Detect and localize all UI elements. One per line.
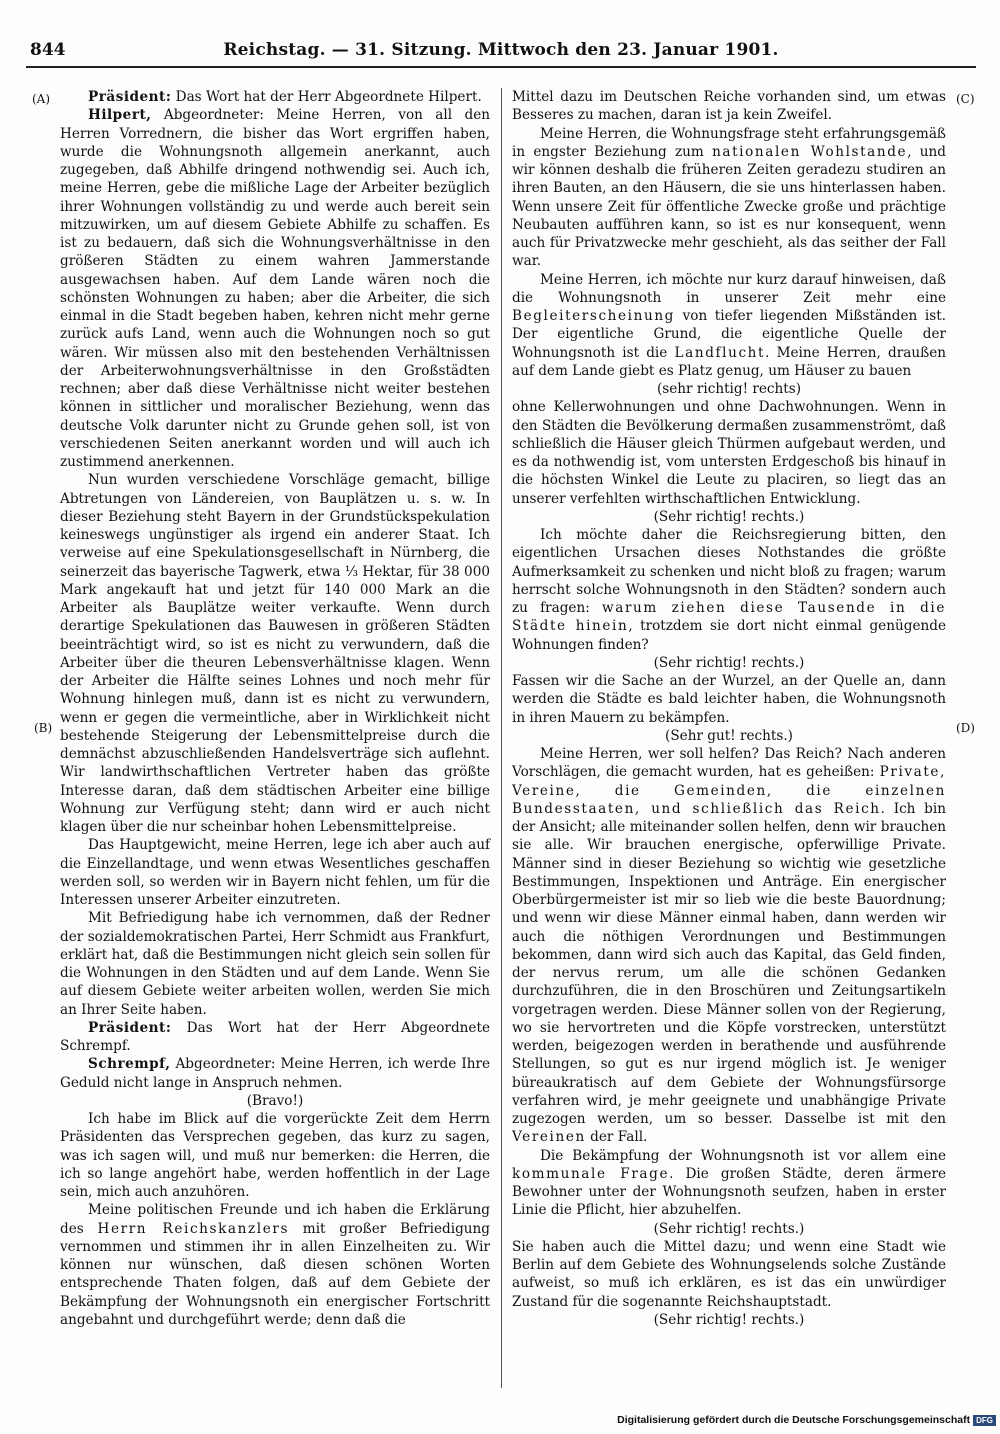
speech-text: Das Wort hat der Herr Abgeordnete Schrempf. [60, 1019, 490, 1054]
paragraph: Ich habe im Blick auf die vorgerückte Zeit dem Herrn Präsidenten das Versprechen gegeben, das kurz zu sagen, was ich sagen will, und muß nur bemerken: die Herren, die ich so lange angehört habe, werden hoffentlich in der Lage sein, mich auch anzuhören. [60, 1111, 490, 1200]
left-column [60, 88, 490, 1329]
emphasis-text: Private, Vereine, die Gemeinden, die einzelnen Bundesstaaten, und schließlich das Reich [512, 764, 946, 817]
speech-text: mit großer Befriedigung vernommen und stimmen ihr in allen Einzelheiten zu. Wir können nur wünschen, daß diesen schönen Worten entsprechende Thaten folgen, daß auf dem Gebiete der Bekämpfung der Wohnungsnoth ein energischer Fortschritt angebahnt und durchgeführt werde; denn daß die [60, 1220, 490, 1328]
speech-text: Meine Herren, wer soll helfen? Das Reich? Nach anderen Vorschlägen, die gemacht wurden, hat es geheißen: [512, 746, 946, 781]
speech-text: Ich möchte daher die Reichsregierung bitten, den eigentlichen Ursachen dieses Nothstandes die größte Aufmerksamkeit zu schenken und nicht bloß zu fragen; warum herrscht solche Wohnungsnoth in den Städten? sondern auch zu fragen: [512, 527, 946, 616]
speech-text: der Fall. [585, 1129, 648, 1146]
emphasis-text: Herrn Reichskanzlers [97, 1220, 290, 1237]
column-divider [501, 88, 502, 1388]
speech-text: Abgeordneter: Meine Herren, ich werde Ihre Geduld nicht lange in Anspruch nehmen. [60, 1056, 490, 1091]
page-number: 844 [30, 40, 66, 60]
paragraph [60, 1019, 490, 1056]
speech-text: Abgeordneter: Meine Herren, von all den Herren Vorrednern, die bisher das Wort ergriffen haben, wurde die Wohnungsnoth allgemein anerkannt, auch zugegeben, daß Abhilfe dringend nothwendig sei. Auch ich, meine Herren, gebe die mißliche Lage der Arbeiter bezüglich ihrer Wohnungen vollständig zu und werde auch bereit sein mitzuwirken, um auf diesem Gebiete Abhilfe zu schaffen. Es ist zu bedauern, daß sich die Wohnungsverhältnisse in den größeren Städten zu einem wahren Jammerstande ausgewachsen haben. Auf dem Lande wären noch die schönsten Wohnungen zu haben; aber die Arbeiter, die sich einmal in die Stadt begeben haben, kehren nicht mehr gerne zurück aufs Land, wenn auch die Wohnungen noch so gut wären. Wir müssen also mit den bestehenden Verhältnissen der Arbeiterwohnungsverhältnisse in den Großstädten rechnen; aber daß diese Verhältnisse nicht weiter bestehen können in sittlicher und moralischer Beziehung, wenn das deutsche Volk darunter nicht zu Grunde gehen soll, ist von verschiedenen Seiten anerkannt worden und will auch ich zustimmend anerkennen. [60, 107, 490, 470]
paragraph [512, 745, 946, 1147]
speech-text: , und wir können deshalb die früheren Zeiten geradezu studiren an ihren Bauten, an den Häusern, die sie uns hinterlassen haben. Wenn unsere Zeit für öffentliche Zwecke große und prächtige Neubauten aufführen kann, so ist es nur konsequent, wenn auch für Privatzwecke mehr geschieht, als das seither der Fall war. [512, 143, 946, 270]
margin-marker-b: (B) [34, 721, 53, 735]
speech-text: . Meine Herren, draußen auf dem Lande giebt es Platz genug, um Häuser zu bauen [512, 344, 946, 379]
paragraph: Sie haben auch die Mittel dazu; und wenn eine Stadt wie Berlin auf dem Gebiete des Wohnungselends solche Zustände aufweist, so muß ich erklären, es ist das ein unwürdiger Zustand für die sogenannte Reichshauptstadt. [512, 1238, 946, 1310]
speech-text: . Ich bin der Ansicht; alle miteinander sollen helfen, denn wir brauchen sie alle. Wir brauchen energische, opferwillige Private. Männer sind in dieser Beziehung so wichtig wie gesetzliche Bestimmungen, Inspektionen und Anträge. Ein energischer Oberbürgermeister ist mir so lieb wie die beste Bauordnung; und wenn wir diese Männer einmal haben, dann werden wir auch die nöthigen Verordnungen und Bestimmungen bekommen, dann wird sich auch das Kapital, das Geld finden, der nervus rerum, um alle die schönen Gedanken durchzuführen, die in den Broschüren und Zeitungsartikeln vorgetragen werden. Diese Männer sollen von der Regierung, wo sie hervortreten und die Köpfe vorstrecken, unterstützt werden, beigezogen werden in berathende und ausführende Stellungen, so gut es nur irgend möglich ist. Je weniger büreaukratisch auf dem Gebiete der Wohnungsfürsorge verfahren wird, je mehr geeignete und unabhängige Private zugezogen werden, um so besser. Dasselbe ist mit den [512, 800, 946, 1127]
speaker-name: Hilpert, [88, 107, 152, 124]
speaker-name: Schrempf, [88, 1056, 171, 1073]
emphasis-text: nationalen Wohlstande [712, 143, 908, 160]
paragraph [512, 1147, 946, 1220]
paragraph [60, 1201, 490, 1329]
speech-text: . Die großen Städte, deren ärmere Bewohner unter der Wohnungsnoth seufzen, haben in erster Linie die Pflicht, hier abzuhelfen. [512, 1165, 946, 1219]
speech-text: , trotzdem sie dort nicht einmal genügende Wohnungen finden? [512, 618, 946, 653]
emphasis-text: Begleiterscheinung [512, 308, 675, 324]
paragraph [60, 106, 490, 471]
paragraph: Mittel dazu im Deutschen Reiche vorhanden sind, um etwas Besseres zu machen, daran ist ja kein Zweifel. [512, 89, 946, 124]
emphasis-text: warum ziehen diese Tausende in die Städte hinein [512, 600, 946, 635]
interjection: (sehr richtig! rechts) [656, 381, 802, 397]
emphasis-text: Landflucht [674, 344, 766, 361]
paragraph: Mit Befriedigung habe ich vernommen, daß der Redner der sozialdemokratischen Partei, Herr Schmidt aus Frankfurt, erklärt hat, daß die Bestimmungen nicht gleich sein sollen für die Wohnungen in den Städten und auf dem Lande. Wenn Sie auf diesem Gebiete weiter arbeiten wollen, werden Sie mich an Ihrer Seite haben. [60, 910, 490, 1018]
paragraph [60, 1055, 490, 1092]
paragraph: Nun wurden verschiedene Vorschläge gemacht, billige Abtretungen von Ländereien, von Bauplätzen u. s. w. In dieser Beziehung steht Bayern in der Grundstückspekulation keineswegs ungünstiger als irgend ein anderer Staat. Ich verweise auf eine Spekulationsgesellschaft in Nürnberg, die seinerzeit das bayerische Tagwerk, etwa ⅓ Hektar, für 38 000 Mark angekauft hat und jetzt für 140 000 Mark an die Arbeiter als Bauplätze weiter verkaufte. Wenn durch derartige Spekulationen das Bauwesen in größeren Städten beeinträchtigt wird, so ist es nicht zu verwundern, daß die Arbeiter über die theuren Lebensverhältnisse klagen. Wenn der Arbeiter die Hälfte seines Lohnes und noch mehr für Wohnung hinlegen muß, dann ist es nicht zu verwundern, wenn er gegen die vermeintliche, aber in Wirklichkeit nicht bestehende Steigerung der Lebensmittelpreise durch die demnächst abzuschließenden Handelsverträge sich auflehnt. Wir landwirthschaftlichen Vertreter haben das größte Interesse daran, daß dem städtischen Arbeiter eine billige Wohnung zur Verfügung steht; dann wird er auch nicht klagen über die nur scheinbar hohen Lebensmittelpreise. [60, 472, 490, 835]
paragraph: ohne Kellerwohnungen und ohne Dachwohnungen. Wenn in den Städten die Bevölkerung dermaßen zusammenströmt, daß schließlich die Häuser gleich Thürmen aufgebaut werden, und es da nothwendig ist, vom untersten Erdgeschoß bis hinauf in die höchsten Winkel die Leute zu placiren, so liegt das an unserer verfehlten wirthschaftlichen Entwicklung. [512, 399, 946, 507]
emphasis-text: kommunale Frage [512, 1165, 670, 1182]
speech-text: Meine Herren, die Wohnungsfrage steht erfahrungsgemäß in engster Beziehung zum [512, 125, 946, 160]
paragraph [512, 526, 946, 654]
emphasis-text: Vereinen [512, 1129, 586, 1146]
margin-marker-d: (D) [956, 721, 975, 735]
running-title: Reichstag. — 31. Sitzung. Mittwoch den 23. Januar 1901. [223, 40, 779, 60]
speech-text: Meine Herren, ich möchte nur kurz darauf hinweisen, daß die Wohnungsnoth in unserer Zeit mehr eine [512, 271, 946, 306]
paragraph [60, 88, 490, 106]
speech-text: Das Wort hat der Herr Abgeordnete Hilpert. [171, 89, 482, 105]
speech-text: Meine politischen Freunde und ich haben die Erklärung des [60, 1202, 490, 1237]
interjection: (Bravo!) [246, 1092, 304, 1109]
margin-marker-c: (C) [956, 92, 975, 106]
interjection: (Sehr richtig! rechts.) [653, 508, 805, 525]
interjection: (Sehr gut! rechts.) [665, 727, 793, 744]
header-rule [26, 66, 976, 68]
paragraph: Das Hauptgewicht, meine Herren, lege ich aber auch auf die Einzellandtage, und wenn etwas Wesentliches geschaffen werden soll, so werden wir in Bayern nicht fehlen, um für die Interessen unserer Arbeiter einzutreten. [60, 837, 490, 908]
interjection: (Sehr richtig! rechts.) [653, 654, 805, 671]
paragraph: Fassen wir die Sache an der Wurzel, an der Quelle an, dann werden die Städte es bald leichter haben, die Wohnungsnoth in ihren Mauern zu bekämpfen. [512, 673, 946, 726]
speaker-name: Präsident: [88, 1019, 172, 1036]
dfg-logo-icon: DFG [973, 1415, 996, 1426]
interjection: (Sehr richtig! rechts.) [653, 1220, 805, 1237]
paragraph [512, 125, 946, 271]
credit-text: Digitalisierung gefördert durch die Deutsche Forschungsgemeinschaft [617, 1414, 971, 1426]
speech-text: von tiefer liegenden Mißständen ist. Der eigentliche Grund, die eigentliche Quelle der Wohnungsnoth ist die [512, 308, 946, 361]
paragraph [512, 271, 946, 381]
speaker-name: Präsident: [88, 89, 172, 105]
speech-text: Die Bekämpfung der Wohnungsnoth ist vor allem eine [540, 1147, 946, 1164]
interjection: (Sehr richtig! rechts.) [653, 1311, 805, 1328]
page-header [26, 34, 976, 70]
margin-marker-a: (A) [32, 92, 51, 106]
right-column [512, 88, 946, 1329]
digitization-credit [617, 1414, 996, 1426]
